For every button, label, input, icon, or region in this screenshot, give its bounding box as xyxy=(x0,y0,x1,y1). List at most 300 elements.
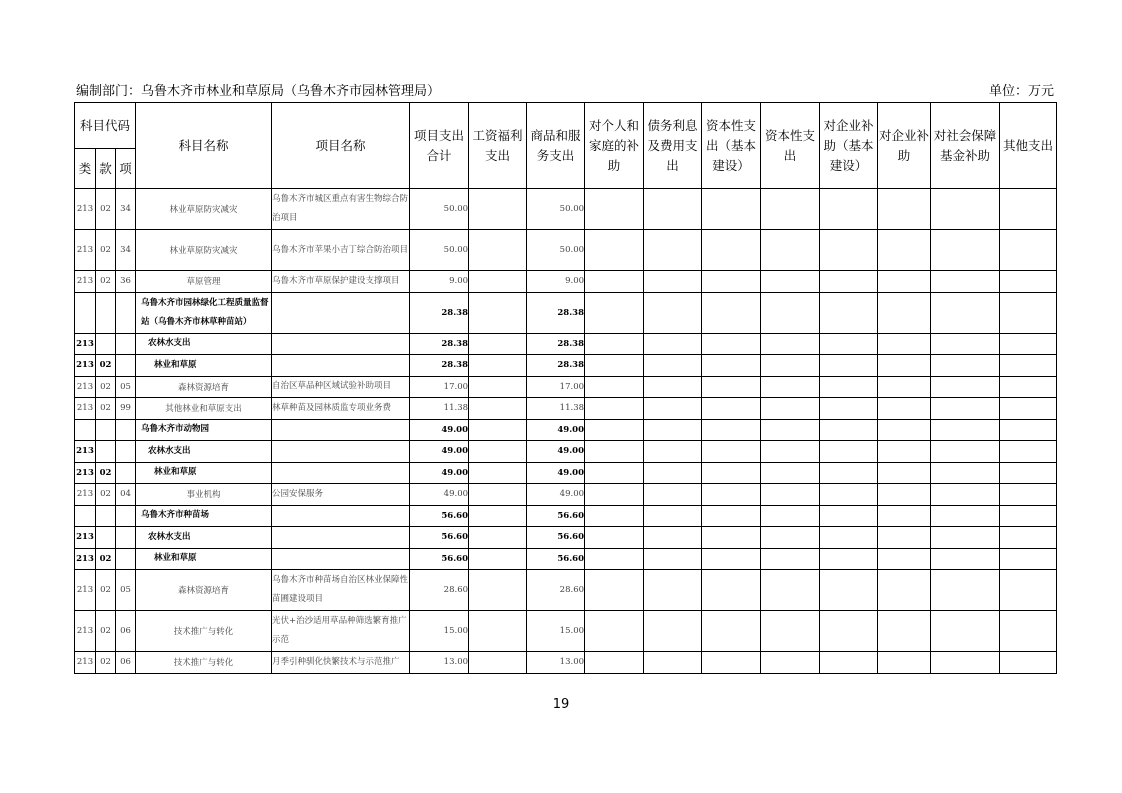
cell-other xyxy=(1000,333,1057,355)
cell-other xyxy=(1000,189,1057,230)
cell-xiang: 99 xyxy=(116,398,136,420)
cell-total: 9.00 xyxy=(410,271,469,293)
cell-other xyxy=(1000,484,1057,506)
cell-subject: 事业机构 xyxy=(136,484,272,506)
cell-debt xyxy=(644,484,702,506)
cell-total: 28.38 xyxy=(410,355,469,377)
cell-lei: 213 xyxy=(75,611,96,652)
cell-lei: 213 xyxy=(75,189,96,230)
cell-total: 28.38 xyxy=(410,333,469,355)
cell-capital xyxy=(761,271,820,293)
header-capital: 资本性支出 xyxy=(761,103,820,189)
cell-other xyxy=(1000,570,1057,611)
cell-capital-basic xyxy=(702,292,761,333)
cell-other xyxy=(1000,611,1057,652)
header-enterprise-basic: 对企业补助（基本建设） xyxy=(820,103,878,189)
cell-kuan xyxy=(96,505,116,527)
cell-enterprise-basic xyxy=(820,441,878,463)
cell-wages xyxy=(469,570,527,611)
cell-xiang xyxy=(116,505,136,527)
cell-kuan xyxy=(96,333,116,355)
cell-kuan: 02 xyxy=(96,462,116,484)
cell-social xyxy=(931,355,1000,377)
table-row xyxy=(75,333,1057,355)
cell-goods: 11.38 xyxy=(527,398,585,420)
cell-capital-basic xyxy=(702,189,761,230)
cell-debt xyxy=(644,527,702,549)
table-row xyxy=(75,292,1057,333)
cell-goods: 17.00 xyxy=(527,376,585,398)
cell-project xyxy=(272,292,410,333)
cell-wages xyxy=(469,484,527,506)
cell-enterprise xyxy=(878,333,931,355)
cell-goods: 49.00 xyxy=(527,441,585,463)
cell-social xyxy=(931,548,1000,570)
cell-project: 公园安保服务 xyxy=(272,484,410,506)
cell-goods: 50.00 xyxy=(527,189,585,230)
cell-capital xyxy=(761,527,820,549)
cell-subject: 林业和草原 xyxy=(136,548,272,570)
cell-xiang xyxy=(116,441,136,463)
cell-lei: 213 xyxy=(75,271,96,293)
cell-personal xyxy=(585,611,644,652)
cell-other xyxy=(1000,355,1057,377)
cell-goods: 13.00 xyxy=(527,652,585,674)
table-row xyxy=(75,376,1057,398)
cell-subject: 乌鲁木齐市园林绿化工程质量监督站（乌鲁木齐市林草种苗站） xyxy=(136,292,272,333)
cell-enterprise xyxy=(878,652,931,674)
cell-personal xyxy=(585,292,644,333)
cell-enterprise-basic xyxy=(820,398,878,420)
cell-lei: 213 xyxy=(75,652,96,674)
cell-debt xyxy=(644,376,702,398)
cell-capital-basic xyxy=(702,398,761,420)
cell-enterprise-basic xyxy=(820,570,878,611)
cell-social xyxy=(931,398,1000,420)
cell-subject: 林业和草原 xyxy=(136,462,272,484)
header-capital-basic: 资本性支出（基本建设） xyxy=(702,103,761,189)
header-debt: 债务利息及费用支出 xyxy=(644,103,702,189)
table-row xyxy=(75,527,1057,549)
cell-debt xyxy=(644,570,702,611)
cell-social xyxy=(931,271,1000,293)
table-row xyxy=(75,355,1057,377)
cell-social xyxy=(931,376,1000,398)
cell-total: 28.38 xyxy=(410,292,469,333)
cell-capital-basic xyxy=(702,419,761,441)
cell-total: 50.00 xyxy=(410,189,469,230)
cell-capital xyxy=(761,484,820,506)
cell-xiang xyxy=(116,333,136,355)
cell-personal xyxy=(585,570,644,611)
cell-capital-basic xyxy=(702,527,761,549)
cell-xiang xyxy=(116,419,136,441)
cell-xiang: 06 xyxy=(116,611,136,652)
header-xiang: 项 xyxy=(116,149,136,189)
cell-capital xyxy=(761,570,820,611)
cell-debt xyxy=(644,333,702,355)
cell-subject: 林业草原防灾减灾 xyxy=(136,230,272,271)
cell-social xyxy=(931,652,1000,674)
cell-enterprise xyxy=(878,419,931,441)
cell-social xyxy=(931,484,1000,506)
cell-wages xyxy=(469,271,527,293)
cell-subject: 林业和草原 xyxy=(136,355,272,377)
cell-goods: 28.38 xyxy=(527,333,585,355)
cell-personal xyxy=(585,505,644,527)
cell-kuan: 02 xyxy=(96,230,116,271)
cell-kuan xyxy=(96,441,116,463)
cell-kuan: 02 xyxy=(96,484,116,506)
cell-goods: 56.60 xyxy=(527,527,585,549)
cell-goods: 49.00 xyxy=(527,484,585,506)
cell-capital xyxy=(761,462,820,484)
cell-personal xyxy=(585,462,644,484)
cell-xiang xyxy=(116,548,136,570)
cell-enterprise xyxy=(878,355,931,377)
cell-kuan: 02 xyxy=(96,652,116,674)
table-row xyxy=(75,441,1057,463)
cell-kuan: 02 xyxy=(96,398,116,420)
header-project-name: 项目名称 xyxy=(272,103,410,189)
cell-wages xyxy=(469,376,527,398)
cell-goods: 15.00 xyxy=(527,611,585,652)
cell-enterprise xyxy=(878,271,931,293)
cell-lei: 213 xyxy=(75,333,96,355)
header-kuan: 款 xyxy=(96,149,116,189)
cell-wages xyxy=(469,462,527,484)
cell-other xyxy=(1000,419,1057,441)
cell-lei: 213 xyxy=(75,376,96,398)
cell-capital xyxy=(761,398,820,420)
cell-total: 56.60 xyxy=(410,527,469,549)
cell-social xyxy=(931,611,1000,652)
cell-personal xyxy=(585,230,644,271)
cell-other xyxy=(1000,505,1057,527)
cell-kuan: 02 xyxy=(96,189,116,230)
cell-enterprise-basic xyxy=(820,230,878,271)
cell-debt xyxy=(644,548,702,570)
cell-project: 光伏+治沙适用草品种筛选繁育推广示范 xyxy=(272,611,410,652)
cell-debt xyxy=(644,189,702,230)
cell-capital xyxy=(761,652,820,674)
cell-goods: 28.38 xyxy=(527,292,585,333)
cell-personal xyxy=(585,398,644,420)
cell-enterprise xyxy=(878,462,931,484)
cell-kuan: 02 xyxy=(96,376,116,398)
cell-xiang xyxy=(116,355,136,377)
header-goods: 商品和服务支出 xyxy=(527,103,585,189)
header-wages: 工资福利支出 xyxy=(469,103,527,189)
cell-xiang: 34 xyxy=(116,189,136,230)
cell-subject: 森林资源培育 xyxy=(136,570,272,611)
table-row xyxy=(75,189,1057,230)
cell-capital-basic xyxy=(702,441,761,463)
cell-other xyxy=(1000,230,1057,271)
cell-debt xyxy=(644,419,702,441)
cell-personal xyxy=(585,376,644,398)
cell-personal xyxy=(585,189,644,230)
cell-capital-basic xyxy=(702,652,761,674)
cell-lei: 213 xyxy=(75,462,96,484)
cell-project: 乌鲁木齐市种苗场自治区林业保障性苗圃建设项目 xyxy=(272,570,410,611)
header-subject-name: 科目名称 xyxy=(136,103,272,189)
cell-enterprise-basic xyxy=(820,548,878,570)
cell-wages xyxy=(469,652,527,674)
table-body xyxy=(75,189,1057,674)
cell-goods: 56.60 xyxy=(527,505,585,527)
cell-lei: 213 xyxy=(75,230,96,271)
cell-wages xyxy=(469,292,527,333)
cell-project xyxy=(272,548,410,570)
cell-capital xyxy=(761,419,820,441)
cell-lei: 213 xyxy=(75,548,96,570)
cell-personal xyxy=(585,548,644,570)
cell-enterprise-basic xyxy=(820,376,878,398)
cell-subject: 技术推广与转化 xyxy=(136,652,272,674)
cell-kuan: 02 xyxy=(96,570,116,611)
table-row xyxy=(75,271,1057,293)
cell-kuan xyxy=(96,419,116,441)
cell-enterprise xyxy=(878,292,931,333)
cell-xiang: 04 xyxy=(116,484,136,506)
cell-xiang: 34 xyxy=(116,230,136,271)
cell-total: 49.00 xyxy=(410,441,469,463)
cell-wages xyxy=(469,398,527,420)
cell-wages xyxy=(469,189,527,230)
cell-xiang: 06 xyxy=(116,652,136,674)
cell-wages xyxy=(469,333,527,355)
cell-enterprise-basic xyxy=(820,189,878,230)
cell-total: 15.00 xyxy=(410,611,469,652)
cell-enterprise xyxy=(878,527,931,549)
cell-capital-basic xyxy=(702,271,761,293)
cell-social xyxy=(931,419,1000,441)
cell-other xyxy=(1000,398,1057,420)
table-row xyxy=(75,230,1057,271)
cell-subject: 乌鲁木齐市种苗场 xyxy=(136,505,272,527)
cell-enterprise xyxy=(878,398,931,420)
cell-capital xyxy=(761,230,820,271)
cell-xiang xyxy=(116,462,136,484)
header-other: 其他支出 xyxy=(1000,103,1057,189)
table-row xyxy=(75,398,1057,420)
cell-personal xyxy=(585,355,644,377)
cell-wages xyxy=(469,611,527,652)
cell-total: 50.00 xyxy=(410,230,469,271)
cell-enterprise-basic xyxy=(820,652,878,674)
cell-goods: 56.60 xyxy=(527,548,585,570)
cell-enterprise-basic xyxy=(820,484,878,506)
cell-total: 17.00 xyxy=(410,376,469,398)
cell-enterprise-basic xyxy=(820,271,878,293)
cell-wages xyxy=(469,230,527,271)
unit-label: 单位：万元 xyxy=(988,84,1054,99)
cell-subject: 技术推广与转化 xyxy=(136,611,272,652)
cell-other xyxy=(1000,376,1057,398)
cell-goods: 28.38 xyxy=(527,355,585,377)
cell-subject: 农林水支出 xyxy=(136,441,272,463)
cell-lei: 213 xyxy=(75,398,96,420)
page-number: 19 xyxy=(552,697,570,712)
cell-lei xyxy=(75,292,96,333)
cell-xiang: 05 xyxy=(116,570,136,611)
cell-goods: 49.00 xyxy=(527,419,585,441)
cell-capital-basic xyxy=(702,462,761,484)
cell-lei xyxy=(75,505,96,527)
cell-other xyxy=(1000,652,1057,674)
cell-xiang xyxy=(116,292,136,333)
cell-capital xyxy=(761,333,820,355)
cell-capital-basic xyxy=(702,548,761,570)
cell-debt xyxy=(644,230,702,271)
cell-enterprise xyxy=(878,548,931,570)
cell-lei xyxy=(75,419,96,441)
cell-total: 28.60 xyxy=(410,570,469,611)
cell-personal xyxy=(585,271,644,293)
cell-social xyxy=(931,189,1000,230)
cell-personal xyxy=(585,527,644,549)
cell-kuan xyxy=(96,292,116,333)
cell-xiang xyxy=(116,527,136,549)
cell-kuan: 02 xyxy=(96,355,116,377)
cell-capital xyxy=(761,376,820,398)
cell-kuan: 02 xyxy=(96,271,116,293)
cell-lei: 213 xyxy=(75,484,96,506)
cell-other xyxy=(1000,548,1057,570)
cell-enterprise xyxy=(878,484,931,506)
cell-enterprise xyxy=(878,376,931,398)
cell-other xyxy=(1000,527,1057,549)
cell-project xyxy=(272,505,410,527)
department-label: 编制部门：乌鲁木齐市林业和草原局（乌鲁木齐市园林管理局） xyxy=(76,84,441,99)
table-row xyxy=(75,570,1057,611)
cell-total: 56.60 xyxy=(410,505,469,527)
cell-debt xyxy=(644,462,702,484)
table-row xyxy=(75,505,1057,527)
table-header xyxy=(75,103,1057,189)
cell-capital xyxy=(761,505,820,527)
cell-project xyxy=(272,355,410,377)
cell-debt xyxy=(644,611,702,652)
cell-subject: 草原管理 xyxy=(136,271,272,293)
cell-kuan xyxy=(96,527,116,549)
table-row xyxy=(75,548,1057,570)
cell-project: 自治区草品种区域试验补助项目 xyxy=(272,376,410,398)
cell-enterprise-basic xyxy=(820,333,878,355)
cell-other xyxy=(1000,292,1057,333)
table-row xyxy=(75,484,1057,506)
cell-enterprise-basic xyxy=(820,527,878,549)
cell-enterprise-basic xyxy=(820,292,878,333)
cell-goods: 50.00 xyxy=(527,230,585,271)
cell-debt xyxy=(644,355,702,377)
table-row xyxy=(75,611,1057,652)
cell-wages xyxy=(469,527,527,549)
cell-debt xyxy=(644,505,702,527)
cell-social xyxy=(931,570,1000,611)
cell-total: 49.00 xyxy=(410,484,469,506)
budget-table xyxy=(74,102,1057,674)
cell-capital xyxy=(761,355,820,377)
cell-project xyxy=(272,527,410,549)
cell-debt xyxy=(644,441,702,463)
cell-capital-basic xyxy=(702,333,761,355)
cell-other xyxy=(1000,441,1057,463)
cell-project xyxy=(272,419,410,441)
table-row xyxy=(75,462,1057,484)
cell-goods: 9.00 xyxy=(527,271,585,293)
cell-enterprise-basic xyxy=(820,505,878,527)
cell-debt xyxy=(644,271,702,293)
cell-other xyxy=(1000,462,1057,484)
cell-personal xyxy=(585,484,644,506)
cell-capital xyxy=(761,548,820,570)
header-social: 对社会保障基金补助 xyxy=(931,103,1000,189)
cell-project: 月季引种驯化快繁技术与示范推广 xyxy=(272,652,410,674)
cell-subject: 农林水支出 xyxy=(136,333,272,355)
cell-social xyxy=(931,441,1000,463)
cell-capital-basic xyxy=(702,611,761,652)
cell-enterprise-basic xyxy=(820,462,878,484)
cell-social xyxy=(931,505,1000,527)
cell-enterprise-basic xyxy=(820,419,878,441)
cell-wages xyxy=(469,419,527,441)
cell-other xyxy=(1000,271,1057,293)
cell-lei: 213 xyxy=(75,355,96,377)
cell-project xyxy=(272,462,410,484)
cell-goods: 49.00 xyxy=(527,462,585,484)
cell-lei: 213 xyxy=(75,441,96,463)
cell-subject: 乌鲁木齐市动物园 xyxy=(136,419,272,441)
table-row xyxy=(75,419,1057,441)
cell-kuan: 02 xyxy=(96,548,116,570)
cell-personal xyxy=(585,441,644,463)
cell-enterprise xyxy=(878,570,931,611)
cell-enterprise xyxy=(878,189,931,230)
header-total: 项目支出合计 xyxy=(410,103,469,189)
cell-enterprise xyxy=(878,611,931,652)
header-enterprise: 对企业补助 xyxy=(878,103,931,189)
cell-kuan: 02 xyxy=(96,611,116,652)
cell-subject: 其他林业和草原支出 xyxy=(136,398,272,420)
cell-enterprise xyxy=(878,230,931,271)
cell-project: 乌鲁木齐市草原保护建设支撑项目 xyxy=(272,271,410,293)
cell-capital-basic xyxy=(702,484,761,506)
cell-personal xyxy=(585,333,644,355)
cell-capital-basic xyxy=(702,570,761,611)
cell-wages xyxy=(469,548,527,570)
cell-enterprise-basic xyxy=(820,611,878,652)
cell-personal xyxy=(585,652,644,674)
cell-social xyxy=(931,527,1000,549)
cell-personal xyxy=(585,419,644,441)
cell-social xyxy=(931,333,1000,355)
cell-lei: 213 xyxy=(75,570,96,611)
cell-total: 11.38 xyxy=(410,398,469,420)
cell-project xyxy=(272,441,410,463)
cell-wages xyxy=(469,441,527,463)
cell-lei: 213 xyxy=(75,527,96,549)
cell-social xyxy=(931,462,1000,484)
header-code-group: 科目代码 xyxy=(75,103,136,149)
header-personal: 对个人和家庭的补助 xyxy=(585,103,644,189)
cell-total: 49.00 xyxy=(410,419,469,441)
cell-enterprise xyxy=(878,441,931,463)
cell-total: 13.00 xyxy=(410,652,469,674)
cell-social xyxy=(931,230,1000,271)
cell-xiang: 05 xyxy=(116,376,136,398)
